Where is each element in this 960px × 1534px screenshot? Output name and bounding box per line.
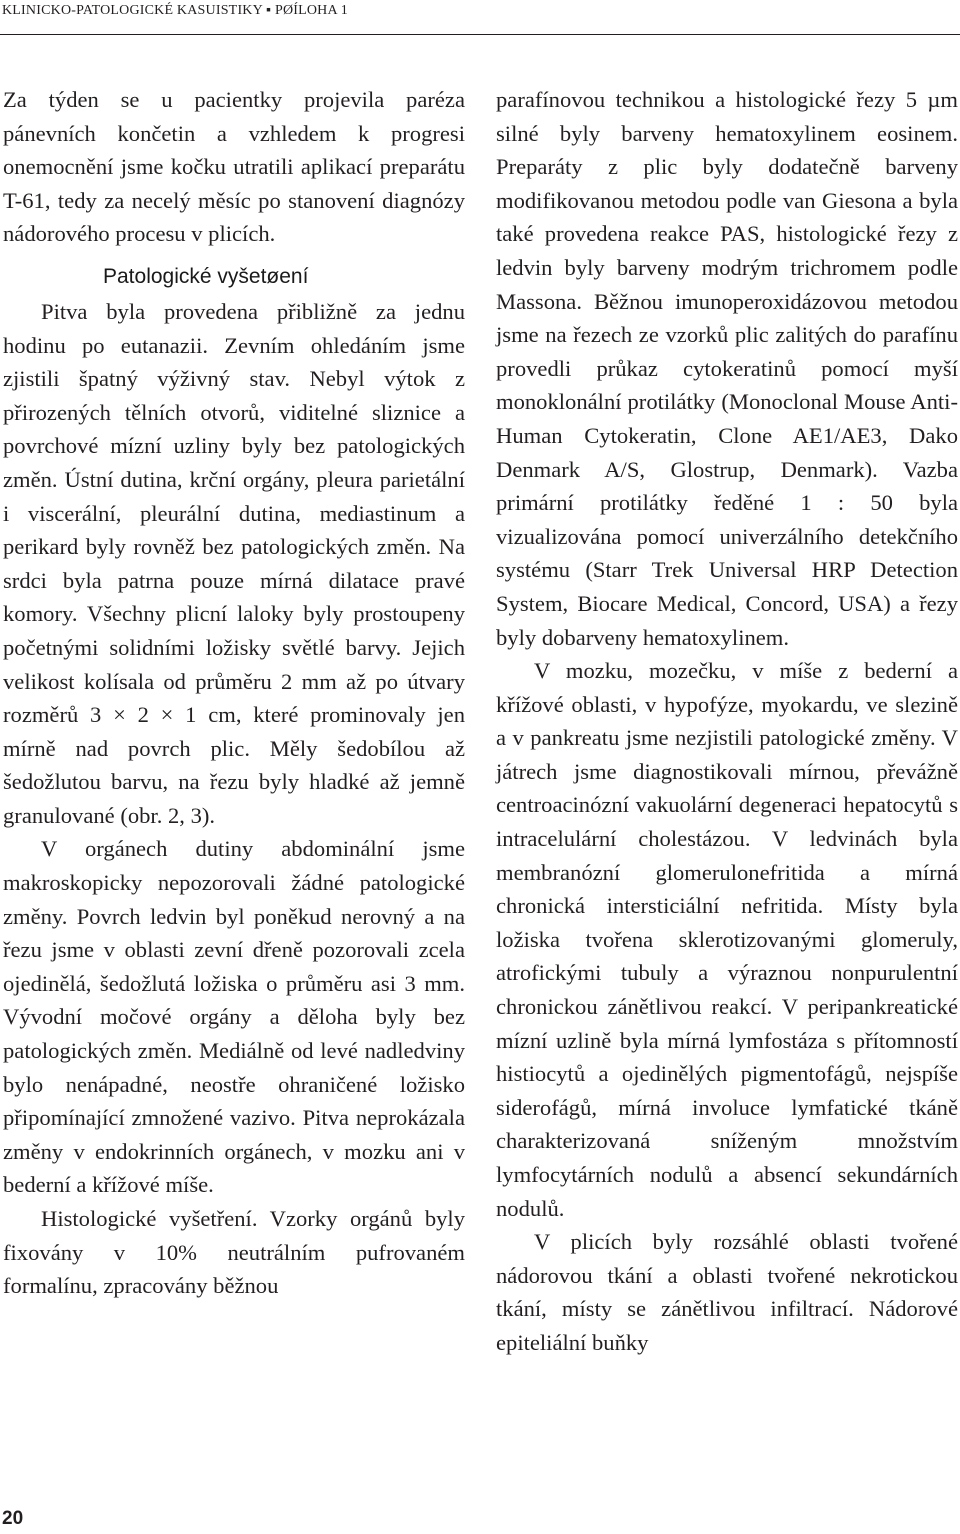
paragraph-abdominal: V orgánech dutiny abdominální jsme makroskopicky nepozorovali žádné patologické změny. Povrch ledvin byl poněkud nerovný a na řezu jsme v oblasti zevní dřeně pozorovali zcela ojedinělá, šedožlutá ložiska o průměru asi 3 mm. Vývodní močové orgány a děloha byly bez patologických změn. Mediálně od levé nadledviny bylo nenápadné, neostře ohraničené ložisko připomínající zmnožené vazivo. Pitva neprokázala změny v endokrinních orgánech, v mozku ani v bederní a křížové míše. [3, 836, 465, 1198]
page-number: 20 [2, 1508, 24, 1529]
paragraph-technique: parafínovou technikou a histologické řezy 5 µm silné byly barveny hematoxylinem eosinem. Preparáty z plic byly dodatečně barveny modifikovanou metodou podle van Giesona a byla také provedena reakce PAS, histologické řezy z ledvin byly barveny modrým trichromem podle Massona. Běžnou imunoperoxidázovou metodou jsme na řezech ze vzorků plic zalitých do parafínu provedli průkaz cytokeratinů pomocí myší monoklonální protilátky (Monoclonal Mouse Anti-Human Cytokeratin, Clone AE1/AE3, Dako Denmark A/S, Glostrup, Denmark). Vazba primární protilátky ředěné 1 : 50 byla vizualizována pomocí univerzálního detekčního systému (Starr Trek Universal HRP Detection System, Biocare Medical, Concord, USA) a řezy byly dobarveny hematoxylinem. [496, 87, 958, 650]
paragraph-intro: Za týden se u pacientky projevila paréza pánevních končetin a vzhledem k progresi onemocnění jsme kočku utratili aplikací preparátu T-61, tedy za necelý měsíc po stanovení diagnózy nádorového procesu v plicích. [3, 87, 465, 247]
paragraph-autopsy: Pitva byla provedena přibližně za jednu hodinu po eutanazii. Zevním ohledáním jsme zjistili špatný výživný stav. Nebyl výtok z přirozených tělních otvorů, viditelné sliznice a povrchové mízní uzliny byly bez patologických změn. Ústní dutina, krční orgány, pleura parietální i viscerální, pleurální dutina, mediastinum a perikard byly rovněž bez patologických změn. Na srdci byla patrna pouze mírná dilatace pravé komory. Všechny plicní laloky byly prostoupeny početnými solidními ložisky světlé barvy. Jejich velikost kolísala od průměru 2 mm až po útvary rozměrů 3 × 2 × 1 cm, které prominovaly jen mírně nad povrch plic. Měly šedobílou až šedožlutou barvu, na řezu byly hladké až jemně granulované (obr. 2, 3). [3, 298, 465, 828]
paragraph-organs: V mozku, mozečku, v míše z bederní a křížové oblasti, v hypofýze, myokardu, ve slezině a v pankreatu jsme nezjistili patologické změny. V játrech jsme diagnostikovali mírnou, převážně centroacinózní vakuolární degeneraci hepatocytů s intracelulární cholestázou. V ledvinách byla membranózní glomerulonefritida a mírná chronická intersticiální nefritida. Místy byla ložiska tvořena sklerotizovanými glomeruly, atrofickými tubuly a výraznou nonpurulentní chronickou zánětlivou reakcí. V peripankreatické mízní uzlině byla mírná lymfostáza s přítomností histiocytů a ojedinělých pigmentofágů, nejspíše siderofágů, mírná involuce lymfatické tkáně charakterizovaná sníženým množstvím lymfocytárních nodulů a absencí sekundárních nodulů. [496, 658, 958, 1221]
section-heading: Patologické vyšetøení [103, 264, 309, 288]
right-column [496, 83, 958, 1360]
paragraph-lungs: V plicích byly rozsáhlé oblasti tvořené nádorovou tkání a oblasti tvořené nekrotickou tkání, místy se zánětlivou infiltrací. Nádorové epiteliální buňky [496, 1229, 958, 1355]
paragraph-histology: Histologické vyšetření. Vzorky orgánů byly fixovány v 10% neutrálním pufrovaném formalínu, zpracovány běžnou [3, 1206, 465, 1299]
left-column [3, 83, 465, 1303]
header-divider [0, 34, 960, 35]
running-header: KLINICKO-PATOLOGICKÉ KASUISTIKY ▪ PØÍLOHA 1 [2, 3, 348, 18]
